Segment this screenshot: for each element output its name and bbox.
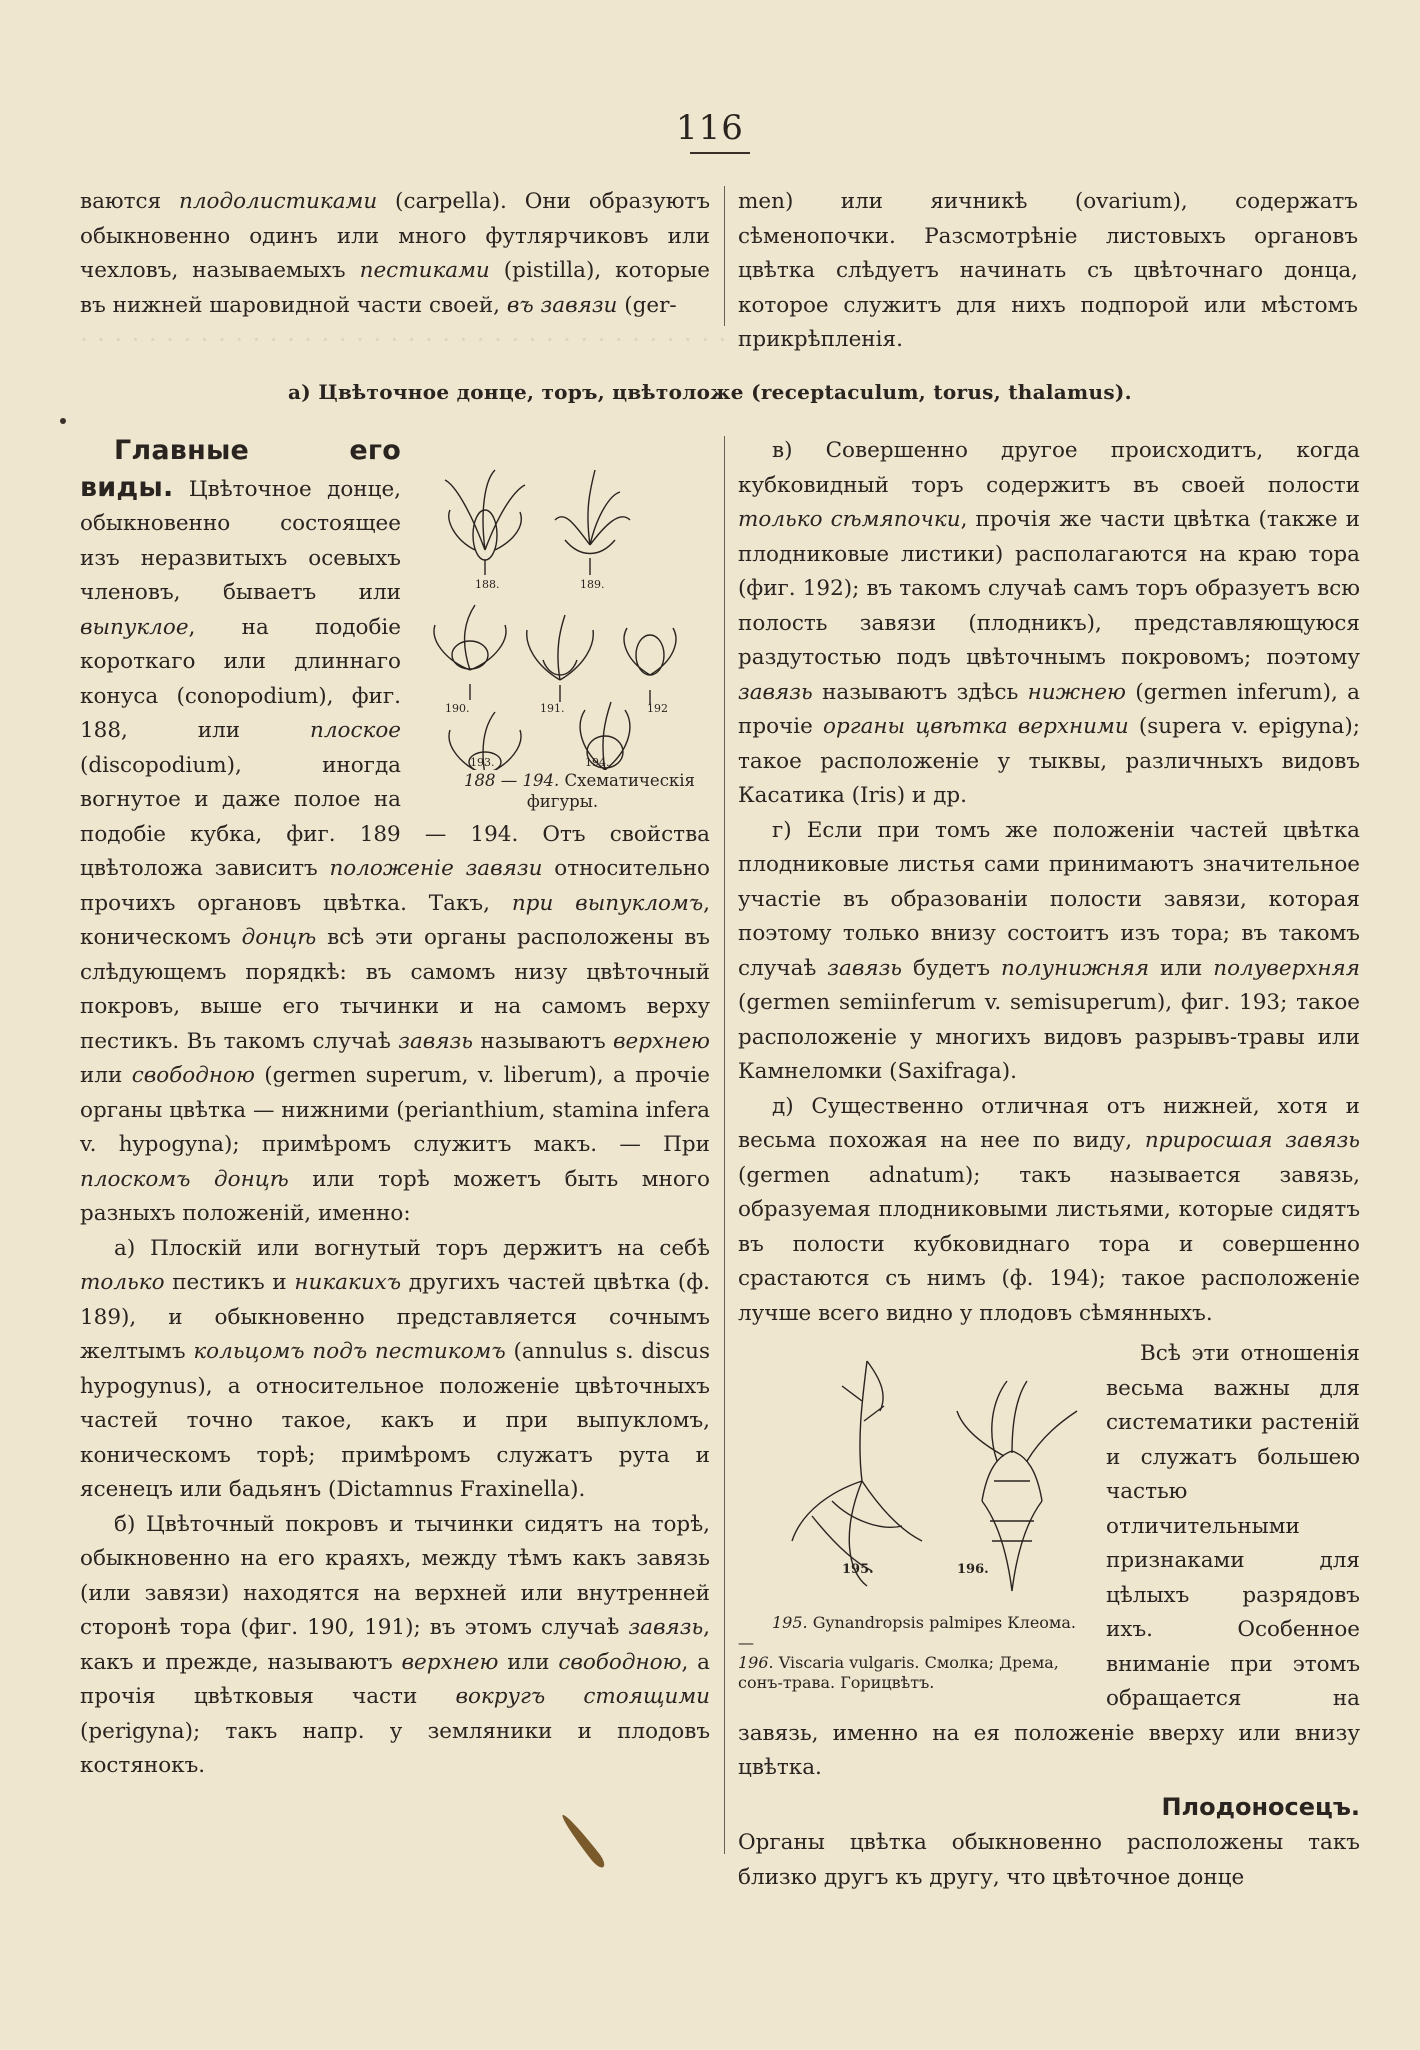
left-column <box>80 434 710 1854</box>
figure-188-194 <box>415 440 710 812</box>
caption-196-number: 196. <box>738 1652 774 1672</box>
figure-188-194-caption <box>415 770 710 812</box>
fig-label-195: 195. <box>842 1562 874 1577</box>
fig-label-190: 190. <box>445 702 470 715</box>
right-paragraph-d: д) Существенно отличная отъ нижней, хотя и весьма похожая на нее по виду, приросшая завязь (germen adnatum); такъ называется завязь, образуемая плодниковыми листьями, которые сидятъ въ полости кубковиднаго тора и совершенно срастаются съ нимъ (ф. 194); такое расположеніе лучше всего видно у плодовъ сѣмянныхъ. <box>738 1093 1361 1326</box>
subheading-plodonosets: Плодоносецъ. <box>1161 1792 1360 1821</box>
figure-195-196-caption <box>738 1613 1090 1693</box>
schematic-flowers-illustration <box>415 440 710 770</box>
left-intro-text: Цвѣточное донце, обыкновенно состоящее изъ неразвитыхъ осевыхъ членовъ, бываетъ или выпуклое, на подобіе короткаго или длиннаго конуса (conopodium), фиг. 188, или плоское (discopodium), иногда вогнутое и даже полое на подобіе кубка, фиг. 189 — 194. Отъ свойства цвѣтоложа зависитъ положеніе завязи относительно прочихъ органовъ цвѣтка. Такъ, при выпукломъ, коническомъ донцѣ всѣ эти органы расположены въ слѣдующемъ порядкѣ: въ самомъ низу цвѣточный покровъ, выше его тычинки и на самомъ верху пестикъ. Въ такомъ случаѣ завязь называютъ верхнею или свободною (germen superum, v. liberum), а прочіе органы цвѣтка — нижними (perianthium, stamina infera v. hypogyna); примѣромъ служитъ макъ. — При плоскомъ донцѣ или торѣ можетъ быть много разныхъ положеній, именно: <box>80 476 711 1226</box>
top-right-text: men) или яичникѣ (ovarium), содержатъ сѣменопочки. Разсмотрѣніе листовыхъ органовъ цвѣтка слѣдуетъ начинать съ цвѣточнаго донца, которое служитъ для нихъ подпорой или мѣстомъ прикрѣпленія. <box>738 189 1358 352</box>
main-column-divider <box>724 436 725 1854</box>
right-final-text: Всѣ эти отношенія весьма важны для систематики растеній и служатъ большею частью отличительными признаками для цѣлыхъ разрядовъ ихъ. Особенное вниманіе при этомъ обращается на завязь, именно на ея положеніе вверху или внизу цвѣтка. <box>738 1341 1360 1780</box>
left-paragraph-b: б) Цвѣточный покровъ и тычинки сидятъ на торѣ, обыкновенно на его краяхъ, между тѣмъ какъ завязь (или завязи) находятся на верхней или внутренней сторонѣ тора (фиг. 190, 191); въ этомъ случаѣ завязь, какъ и прежде, называютъ верхнею или свободною, а прочія цвѣтковыя части вокругъ стоящими (perigyna); такъ напр. у земляники и плодовъ костянокъ. <box>80 1511 710 1778</box>
fig-label-193: 193. <box>470 756 495 769</box>
fig-label-196: 196. <box>957 1562 989 1577</box>
right-paragraph-v: в) Совершенно другое происходитъ, когда кубковидный торъ содержитъ въ своей полости только сѣмяпочки, прочія же части цвѣтка (также и плодниковые листики) располагаются на краю тора (фиг. 192); въ такомъ случаѣ самъ торъ образуетъ всю полость завязи (плодникъ), представляющуюся раздутостью подъ цвѣточнымъ покровомъ; поэтому завязь называютъ здѣсь нижнею (germen inferum), а прочіе органы цвѣтка верхними (supera v. epigyna); такое расположеніе у тыквы, различныхъ видовъ Касатика (Iris) и др. <box>738 438 1360 808</box>
fig-label-189: 189. <box>580 578 605 591</box>
top-left-column <box>80 185 710 323</box>
left-intro-paragraph <box>80 434 710 1232</box>
fig-label-191: 191. <box>540 702 565 715</box>
run-in-heading: Главные его виды. <box>80 435 401 503</box>
left-paragraph-a: а) Плоскій или вогнутый торъ держитъ на себѣ только пестикъ и никакихъ другихъ частей цвѣтка (ф. 189), и обыкновенно представляется сочнымъ желтымъ кольцомъ подъ пестикомъ (annulus s. discus hypogynus), а относительное положеніе цвѣточныхъ частей точно такое, какъ и при выпукломъ, коническомъ торѣ; примѣромъ служатъ рута и ясенецъ или бадьянъ (Dictamnus Fraxinella). <box>80 1235 711 1502</box>
top-right-column <box>738 185 1358 358</box>
page-number: 116 <box>676 108 744 148</box>
plant-illustration <box>772 1341 1124 1601</box>
top-column-divider <box>724 186 725 326</box>
right-paragraph-final <box>738 1337 1360 1826</box>
fig-label-194: 194. <box>585 756 610 769</box>
right-last-paragraph: Органы цвѣтка обыкновенно расположены такъ близко другъ къ другу, что цвѣточное донце <box>738 1830 1360 1890</box>
fig-label-192: 192 <box>647 702 668 715</box>
top-left-text: ваются плодолистиками (carpella). Они образуютъ обыкновенно одинъ или много футлярчиковъ или чехловъ, называемыхъ пестиками (pistilla), которые въ нижней шаровидной части своей, въ завязи (ger- <box>80 189 710 318</box>
right-paragraph-g: г) Если при томъ же положеніи частей цвѣтка плодниковые листья сами принимаютъ значительное участіе въ образованіи полости завязи, которая поэтому только внизу состоитъ изъ тора; въ такомъ случаѣ завязь будетъ полунижняя или полуверхняя (germen semiinferum v. semisuperum), фиг. 193; такое расположеніе у многихъ видовъ разрывъ-травы или Камнеломки (Saxifraga). <box>738 817 1360 1084</box>
bleed-through-decoration: · · · · · · · · · · · · · · · · · · · · · · · · · · · · · · · · · · · · · · · · <box>80 326 762 354</box>
caption-195-text: Gynandropsis palmipes Клеома.— <box>738 1612 1076 1652</box>
caption-195-number: 195. <box>772 1612 808 1632</box>
figure-188-194-caption-range: 188 — 194. <box>464 771 560 790</box>
caption-196-text: Viscaria vulgaris. Смолка; Дрема, сонъ-трава. Горицвѣтъ. <box>738 1652 1059 1692</box>
section-heading: а) Цвѣточное донце, торъ, цвѣтоложе (receptaculum, torus, thalamus). <box>288 380 1132 404</box>
figure-195-196 <box>738 1341 1090 1693</box>
right-column <box>738 434 1361 1890</box>
figure-188-194-caption-text: Схематическія фигуры. <box>526 771 695 811</box>
fig-label-188: 188. <box>475 578 500 591</box>
page-number-rule <box>690 152 750 154</box>
margin-dot <box>60 418 66 424</box>
